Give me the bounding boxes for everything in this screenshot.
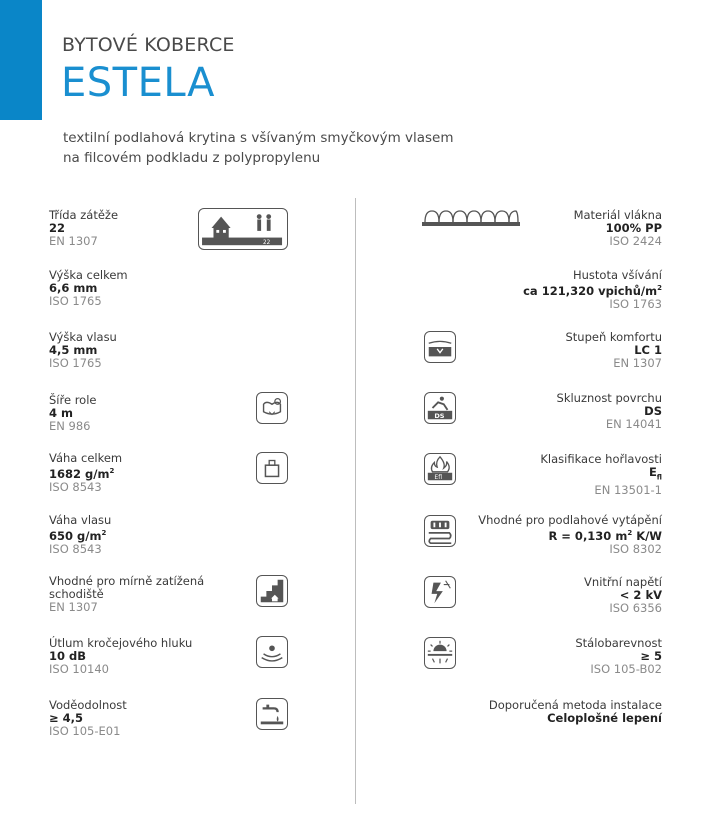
description-line-1: textilní podlahová krytina s všívaným smyčkovým vlasem bbox=[63, 130, 454, 146]
spec-label: Stupeň komfortu bbox=[565, 330, 662, 344]
accent-bar bbox=[0, 0, 42, 120]
spec-label: Klasifikace hořlavosti bbox=[540, 452, 662, 466]
spec-static-voltage bbox=[412, 576, 662, 615]
spec-label: Útlum kročejového hluku bbox=[49, 636, 193, 650]
spec-value: LC 1 bbox=[634, 343, 662, 357]
spec-fire-classification bbox=[412, 453, 662, 497]
spec-label: Váha celkem bbox=[49, 451, 123, 465]
spec-standard: ISO 8543 bbox=[49, 479, 102, 494]
spec-light-fastness bbox=[412, 637, 662, 676]
spec-standard: ISO 1763 bbox=[609, 296, 662, 311]
spec-total-weight bbox=[49, 452, 249, 494]
product-title: ESTELA bbox=[61, 60, 215, 106]
roll-width-icon bbox=[256, 392, 288, 424]
spec-standard: ISO 1765 bbox=[49, 294, 102, 308]
spec-value: 650 $g/m^2$ bbox=[49, 528, 107, 543]
spec-standard: EN 13501-1 bbox=[594, 483, 662, 498]
spec-roll-width bbox=[49, 394, 249, 433]
spec-label: Výška vlasu bbox=[49, 330, 117, 344]
slip-resistance-icon-label: DS bbox=[434, 411, 445, 420]
spec-value: 100% PP bbox=[605, 221, 662, 235]
stairs-icon bbox=[256, 575, 288, 607]
column-divider bbox=[355, 198, 356, 804]
spec-label-line-2: schodiště bbox=[49, 587, 104, 601]
spec-label: Výška celkem bbox=[49, 268, 128, 282]
usage-class-22-icon bbox=[198, 208, 288, 250]
spec-standard: EN 14041 bbox=[605, 417, 662, 431]
spec-pile-height bbox=[49, 331, 249, 370]
spec-standard: ISO 1765 bbox=[49, 356, 102, 370]
spec-label: Voděodolnost bbox=[49, 698, 127, 712]
spec-standard: ISO 2424 bbox=[609, 234, 662, 248]
spec-tufting-density bbox=[412, 269, 662, 311]
spec-standard: ISO 105-B02 bbox=[590, 662, 662, 676]
spec-fiber-material bbox=[412, 209, 662, 248]
spec-value: DS bbox=[644, 404, 662, 418]
spec-impact-sound bbox=[49, 637, 249, 676]
spec-standard: EN 1307 bbox=[613, 356, 662, 370]
spec-floor-heating bbox=[412, 514, 662, 556]
spec-value: 4,5 mm bbox=[49, 343, 98, 357]
spec-water-fastness bbox=[49, 699, 249, 738]
brand-title: BYTOVÉ KOBERCE bbox=[62, 34, 235, 56]
fire-class-icon-label: Efl bbox=[434, 473, 443, 481]
spec-value: 22 bbox=[49, 221, 66, 235]
spec-label: Hustota všívání bbox=[572, 268, 662, 282]
spec-standard: EN 1307 bbox=[49, 600, 98, 614]
spec-label: Vnitřní napětí bbox=[584, 575, 662, 589]
spec-standard: EN 1307 bbox=[49, 234, 98, 248]
spec-pile-weight bbox=[49, 514, 249, 556]
spec-value: ≥ 4,5 bbox=[49, 711, 84, 725]
spec-value: 10 dB bbox=[49, 649, 87, 663]
weight-icon bbox=[256, 452, 288, 484]
sound-insulation-icon bbox=[256, 636, 288, 668]
spec-label: Skluznost povrchu bbox=[556, 391, 662, 405]
spec-label: Šíře role bbox=[49, 393, 97, 407]
spec-value: $E_{fl}$ bbox=[648, 465, 662, 482]
product-description bbox=[63, 128, 483, 168]
spec-value: ≥ 5 bbox=[640, 649, 662, 663]
water-fastness-icon bbox=[256, 698, 288, 730]
spec-comfort-level bbox=[412, 331, 662, 370]
spec-standard: ISO 6356 bbox=[609, 601, 662, 615]
spec-installation-method bbox=[412, 699, 662, 725]
usage-class-icon-label: 22 bbox=[263, 240, 271, 247]
spec-label: Třída zátěže bbox=[49, 208, 119, 222]
spec-value: 4 m bbox=[49, 406, 73, 420]
spec-label: Materiál vlákna bbox=[573, 208, 662, 222]
spec-slip-resistance bbox=[412, 392, 662, 431]
description-line-2: na filcovém podkladu z polypropylenu bbox=[63, 150, 321, 166]
spec-standard: EN 986 bbox=[49, 419, 91, 433]
spec-standard: ISO 8302 bbox=[609, 541, 662, 556]
spec-standard: ISO 105-E01 bbox=[49, 724, 121, 738]
spec-label: Váha vlasu bbox=[49, 513, 112, 527]
spec-value: R = 0,130 $m^2$ K/W bbox=[548, 528, 662, 543]
spec-label: Vhodné pro mírně zatížená bbox=[49, 574, 205, 588]
spec-value: ca 121,320 vpichů/$m^2$ bbox=[523, 283, 662, 298]
spec-label: Stálobarevnost bbox=[575, 636, 662, 650]
spec-value: Celoplošné lepení bbox=[547, 711, 662, 725]
spec-value: 1682 $g/m^2$ bbox=[49, 466, 115, 481]
spec-standard: ISO 8543 bbox=[49, 541, 102, 556]
spec-stairs bbox=[49, 575, 249, 614]
spec-value: < 2 kV bbox=[619, 588, 662, 602]
spec-value: 6,6 mm bbox=[49, 281, 98, 295]
spec-standard: ISO 10140 bbox=[49, 662, 109, 676]
spec-label: Vhodné pro podlahové vytápění bbox=[478, 513, 662, 527]
spec-total-height bbox=[49, 269, 249, 308]
spec-label: Doporučená metoda instalace bbox=[488, 698, 662, 712]
